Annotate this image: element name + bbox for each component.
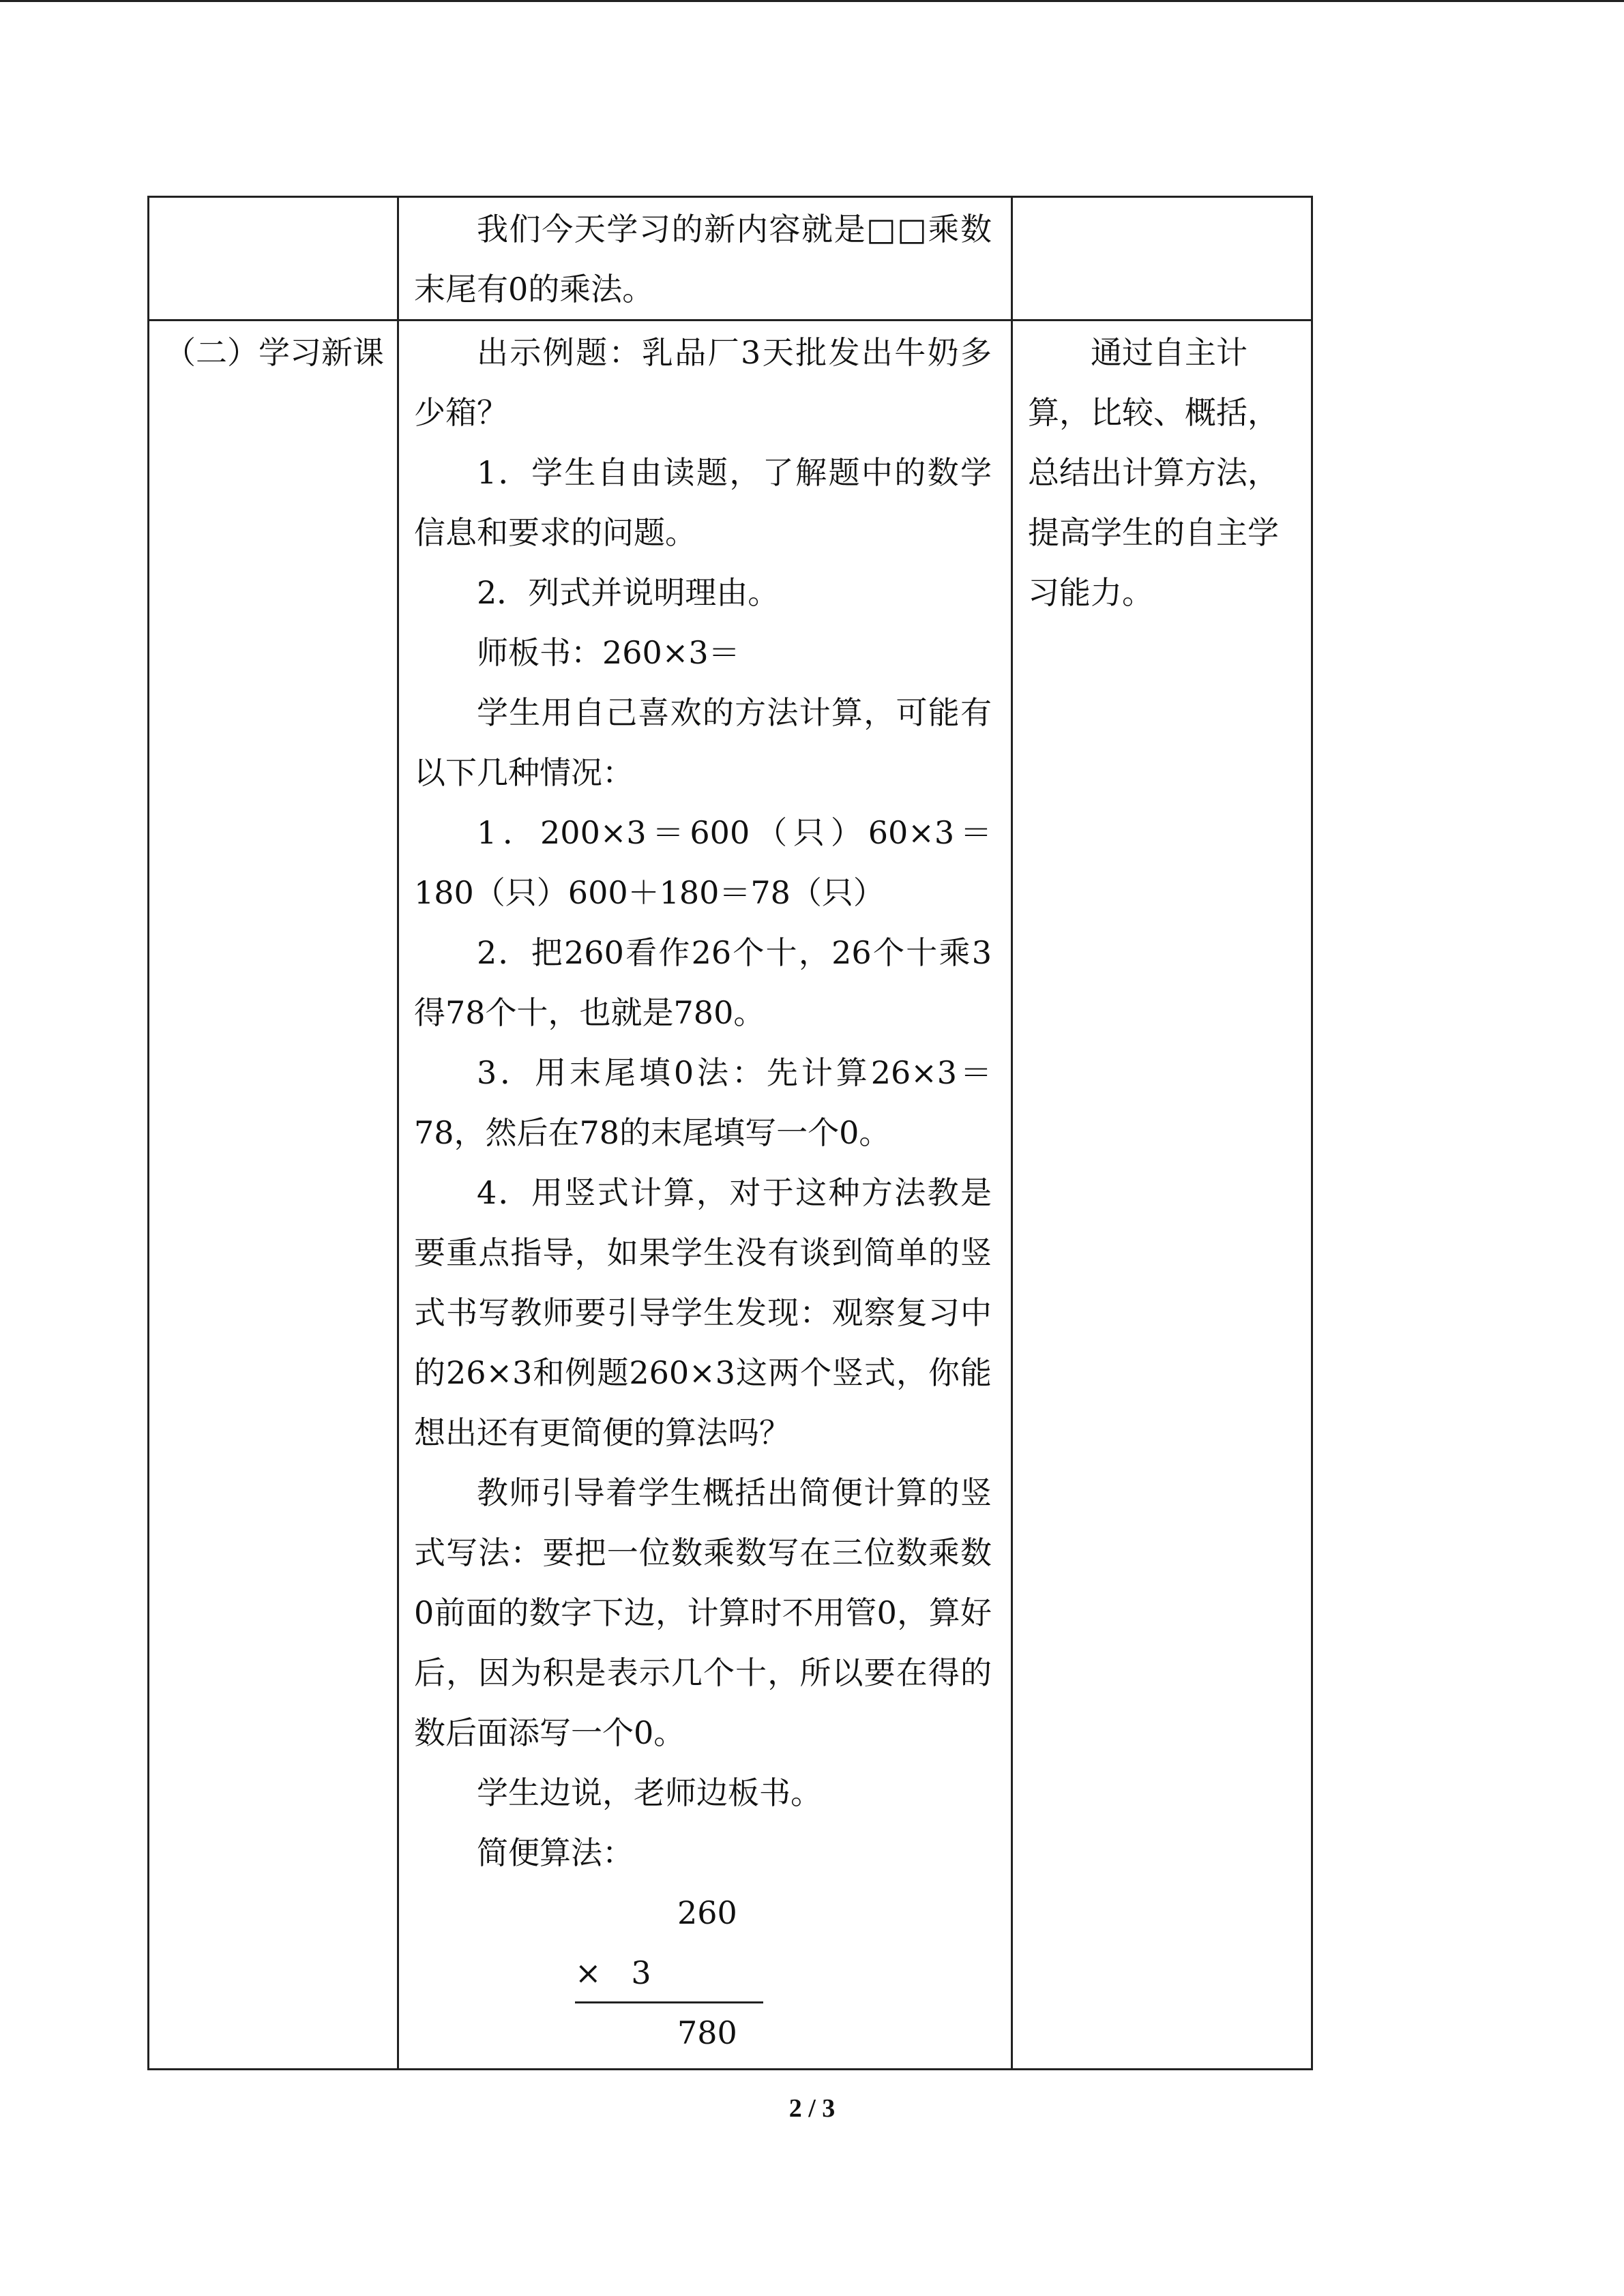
paragraph: 1．学生自由读题，了解题中的数学信息和要求的问题。	[414, 454, 992, 551]
calc-multiplier: × 3	[575, 1954, 651, 1991]
content-cell	[398, 197, 1012, 320]
note-cell	[1012, 197, 1312, 320]
paragraph: 2．把260看作26个十，26个十乘3得78个十，也就是780。	[414, 934, 992, 1031]
paragraph: 教师引导着学生概括出简便计算的竖式写法：要把一位数乘数写在三位数乘数0前面的数字下边，计算时不用管0，算好后，因为积是表示几个十，所以要在得的数后面添写一个0。	[414, 1474, 992, 1751]
paragraph: 2．列式并说明理由。	[477, 574, 780, 611]
table-row	[149, 320, 1312, 2070]
section-cell	[149, 197, 398, 320]
paragraph: 1．200×3＝600（只）60×3＝180（只）600＋180＝78（只）	[414, 814, 992, 911]
calc-top-number: 260	[677, 1894, 737, 1931]
section-label: （二）学习新课	[164, 334, 384, 371]
paragraph: 学生边说，老师边板书。	[477, 1774, 822, 1811]
section-cell	[149, 320, 398, 2070]
paragraph: 出示例题：乳品厂3天批发出牛奶多少箱？	[414, 334, 992, 431]
paragraph: 4．用竖式计算，对于这种方法教是要重点指导，如果学生没有谈到简单的竖式书写教师要引导学生发现：观察复习中的26×3和例题260×3这两个竖式，你能想出还有更简便的算法吗？	[414, 1174, 992, 1451]
table-row	[149, 197, 1312, 320]
paragraph: 师板书：260×3＝	[477, 634, 740, 671]
paragraph: 学生用自己喜欢的方法计算，可能有以下几种情况：	[414, 694, 992, 791]
calc-result: 780	[677, 2014, 737, 2051]
top-border-line	[0, 0, 1624, 2]
paragraph: 3．用末尾填0法：先计算26×3＝78，然后在78的末尾填写一个0。	[414, 1054, 992, 1151]
lesson-plan-table	[147, 196, 1313, 2070]
intro-paragraph: 我们今天学习的新内容就是□□乘数末尾有0的乘法。	[414, 211, 992, 308]
vertical-calculation	[414, 1883, 992, 2063]
paragraph: 简便算法：	[477, 1834, 634, 1871]
design-note: 通过自主计算，比较、概括，总结出计算方法，提高学生的自主学习能力。	[1028, 334, 1279, 611]
note-cell	[1012, 320, 1312, 2070]
page-number: 2 / 3	[788, 2094, 836, 2123]
content-cell	[398, 320, 1012, 2070]
